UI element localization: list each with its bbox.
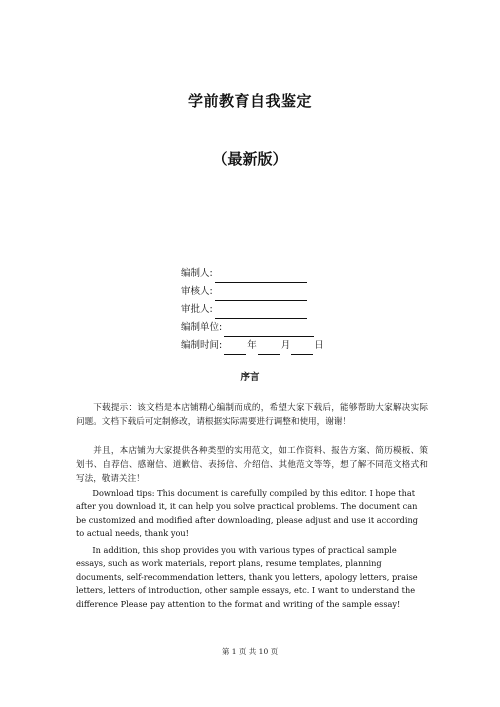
editor-blank-line [215, 270, 307, 283]
approver-row [181, 301, 324, 319]
editor-label: 编制人: [181, 268, 213, 279]
approver-label: 审批人: [181, 304, 213, 315]
reviewer-row [181, 283, 324, 301]
year-blank-line [224, 342, 246, 355]
preface-paragraph-4: In addition, this shop provides you with various types of practical sample essays, such as work materials, report plans, resume templates, planning documents, self-recommendation letters, thank you letters, apology letters, praise letters, letters of introduction, other sample essays, etc. I want to understand the difference Please pay attention to the format and writing of the sample essay! [76, 545, 418, 609]
edition-label: （最新版） [212, 150, 288, 168]
info-form [181, 265, 324, 355]
preface-title: 序言 [240, 372, 260, 383]
day-blank-line [291, 342, 313, 355]
reviewer-label: 审核人: [181, 286, 213, 297]
preface-paragraph-1: 下载提示：该文档是本店铺精心编制而成的，希望大家下载后，能够帮助大家解决实际问题。文档下载后可定制修改，请根据实际需要进行调整和使用，谢谢！ [76, 403, 428, 427]
unit-blank-line [224, 324, 314, 337]
month-blank-line [258, 342, 280, 355]
reviewer-blank-line [215, 288, 307, 301]
unit-label: 编制单位: [181, 322, 223, 333]
month-label: 月 [280, 340, 291, 351]
time-row [181, 337, 324, 355]
unit-row [181, 319, 324, 337]
document-title: 学前教育自我鉴定 [187, 92, 312, 110]
page-number: 第 1 页 共 10 页 [221, 647, 279, 656]
preface-paragraph-3: Download tips: This document is carefully compiled by this editor. I hope that after you download it, it can help you solve practical problems. The document can be customized and modified after downloading, please adjust and use it according to actual needs, thank you! [76, 488, 419, 539]
editor-row [181, 265, 324, 283]
preface-paragraph-2: 并且，本店铺为大家提供各种类型的实用范文，如工作资料、报告方案、简历模板、策划书、自荐信、感谢信、道歉信、表扬信、介绍信、其他范文等等，想了解不同范文格式和写法，敬请关注！ [76, 446, 428, 484]
day-label: 日 [314, 340, 324, 351]
time-label: 编制时间: [181, 340, 223, 351]
year-label: 年 [247, 340, 257, 351]
approver-blank-line [215, 306, 307, 319]
